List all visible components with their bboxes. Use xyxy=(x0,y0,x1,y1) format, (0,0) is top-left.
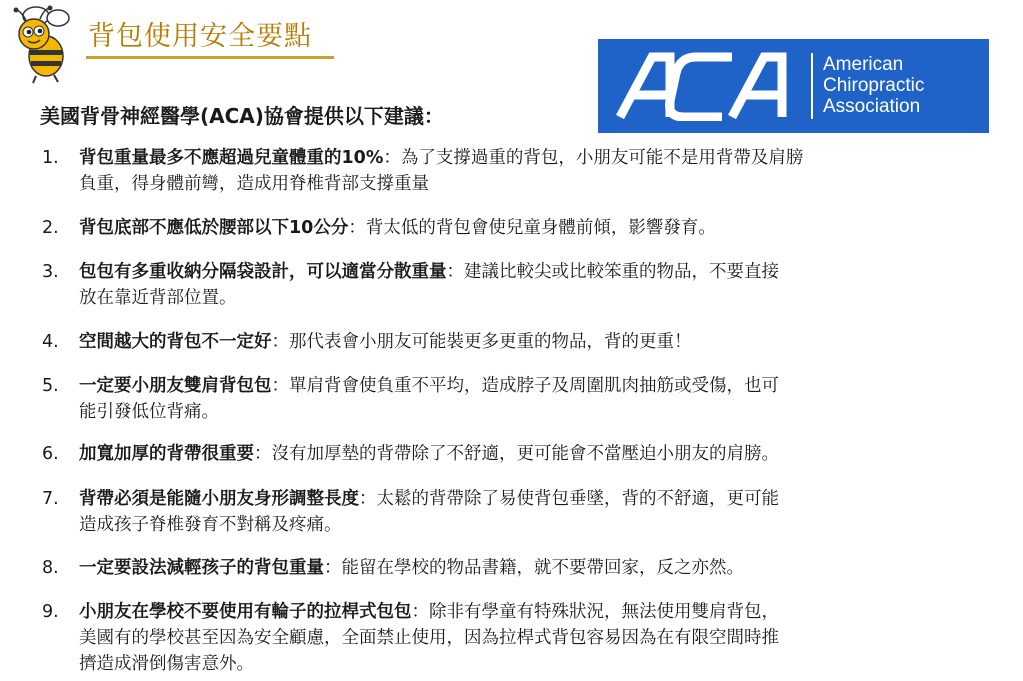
aca-name-line: American xyxy=(823,54,904,75)
aca-name-line: Chiropractic xyxy=(823,75,925,96)
item-text: ：沒有加厚墊的背帶除了不舒適，更可能會不當壓迫小朋友的肩膀。 xyxy=(254,444,779,464)
item-heading: 加寬加厚的背帶很重要 xyxy=(79,444,254,464)
aca-name-line: Association xyxy=(823,96,921,117)
item-number: 7. xyxy=(42,489,59,509)
item-number: 5. xyxy=(42,376,59,396)
item-number: 8. xyxy=(42,558,59,578)
page-title: 背包使用安全要點 xyxy=(88,21,312,52)
item-text: ：除非有學童有特殊狀況，無法使用雙肩背包， xyxy=(411,602,779,622)
item-number: 9. xyxy=(42,602,59,622)
bee-mascot-icon xyxy=(6,4,84,84)
item-heading: 小朋友在學校不要使用有輪子的拉桿式包包 xyxy=(79,602,412,622)
item-heading: 空間越大的背包不一定好 xyxy=(79,332,272,352)
item-number: 3. xyxy=(42,262,59,282)
item-text-cont: 美國有的學校甚至因為安全顧慮，全面禁止使用，因為拉桿式背包容易因為在有限空間時推 xyxy=(79,628,779,648)
item-text: ：能留在學校的物品書籍，就不要帶回家，反之亦然。 xyxy=(324,558,744,578)
item-number: 4. xyxy=(42,332,59,352)
item-number: 2. xyxy=(42,218,59,238)
item-text-cont: 負重，得身體前彎，造成用脊椎背部支撐重量 xyxy=(79,174,429,194)
item-text-cont: 造成孩子脊椎發育不對稱及疼痛。 xyxy=(79,515,342,535)
item-text: ：建議比較尖或比較笨重的物品，不要直接 xyxy=(446,262,779,282)
logo-divider xyxy=(811,53,813,119)
aca-logo xyxy=(598,39,989,133)
item-text: ：為了支撐過重的背包，小朋友可能不是用背帶及肩膀 xyxy=(383,148,804,168)
aca-monogram-icon xyxy=(614,51,800,121)
item-text: ：單肩背會使負重不平均，造成脖子及周圍肌肉抽筋或受傷，也可 xyxy=(271,376,779,396)
item-number: 1. xyxy=(42,148,59,168)
item-heading: 一定要小朋友雙肩背包包 xyxy=(79,376,272,396)
item-heading: 背包底部不應低於腰部以下10公分 xyxy=(79,218,349,238)
aca-name xyxy=(823,54,924,117)
item-text-cont: 放在靠近背部位置。 xyxy=(79,288,237,308)
item-text-cont: 擠造成滑倒傷害意外。 xyxy=(79,654,254,674)
intro-heading: 美國背骨神經醫學(ACA)協會提供以下建議： xyxy=(40,104,444,128)
item-heading: 背包重量最多不應超過兒童體重的10% xyxy=(79,148,384,168)
title-underline xyxy=(86,56,334,59)
item-number: 6. xyxy=(42,444,59,464)
item-text: ：背太低的背包會使兒童身體前傾，影響發育。 xyxy=(348,218,716,238)
item-text: ：太鬆的背帶除了易使背包垂墜，背的不舒適，更可能 xyxy=(359,489,779,509)
item-heading: 背帶必須是能隨小朋友身形調整長度 xyxy=(79,489,359,509)
item-text: ：那代表會小朋友可能裝更多更重的物品，背的更重！ xyxy=(271,332,692,352)
item-heading: 一定要設法減輕孩子的背包重量 xyxy=(79,558,324,578)
item-heading: 包包有多重收納分隔袋設計，可以適當分散重量 xyxy=(79,262,447,282)
item-text-cont: 能引發低位背痛。 xyxy=(79,402,219,422)
